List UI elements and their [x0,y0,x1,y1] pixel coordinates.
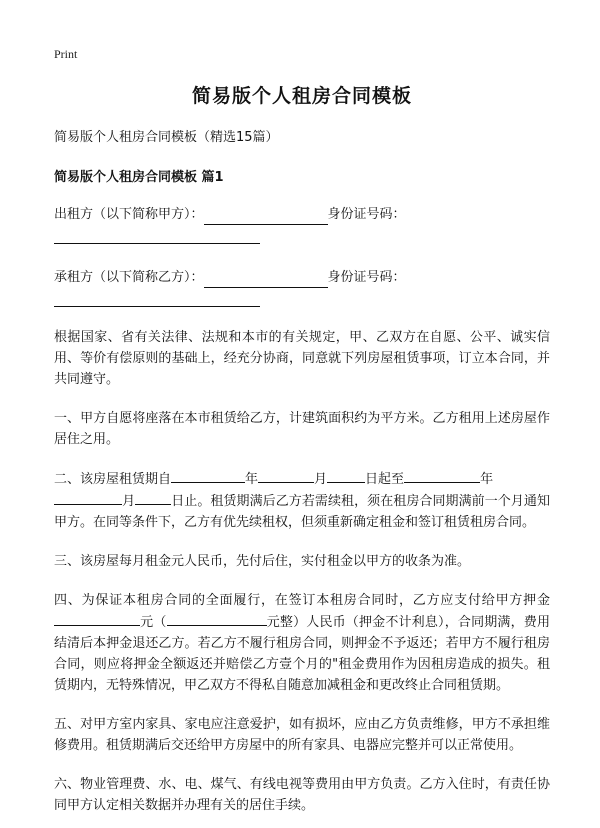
clause-6: 六、物业管理费、水、电、煤气、有线电视等费用由甲方负责。乙方入住时，有责任协同甲方认定相关数据并办理有关的居住手续。 [54,777,550,813]
clause-4-rest: ，费用结清后本押金退还乙方。若乙方不履行租房合同，则押金不予返还；若甲方不履行租房合同，则应将押金全额返还并赔偿乙方壹个月的"租金费用作为因租房造成的损失。租赁期内，无特殊情况，甲乙双方不得私自随意加减租金和更改终止合同租赁期。 [54,615,550,693]
deposit-amount-blank [54,611,140,626]
end-month-label: 月 [122,494,136,509]
lessor-label: 出租方（以下简称甲方）： [54,207,204,222]
clause-4 [54,590,550,696]
clause-2-rest: 日止。租赁期满后乙方若需续租，须在租房合同期满前一个月通知甲方。在同等条件下，乙方有优先续租权，但须重新确定租金和签订租赁租房合同。 [54,494,550,530]
lessee-id-label: 身份证号码： [327,270,406,285]
lessor-id-blank [54,229,260,244]
lessee-label: 承租方（以下简称乙方）： [54,270,204,285]
document-subtitle: 简易版个人租房合同模板（精选15篇） [54,130,279,145]
section-heading: 简易版个人租房合同模板 篇1 [54,170,224,185]
deposit-amount-words-blank [167,611,267,626]
month-label: 月 [314,472,328,487]
lessee-id-blank [54,292,260,307]
print-link[interactable]: Print [54,47,78,61]
start-day-blank [327,468,365,483]
lessee-row [54,268,550,307]
deposit-yuan-full-label: 元整）人民币（押金不计利息），合同期满 [266,615,511,630]
year-label: 年 [245,472,259,487]
clause-4-start: 四、为保证本租房合同的全面履行，在签订本租房合同时，乙方应支付给甲方押金 [54,593,550,608]
clause-2 [54,468,550,533]
lessee-name-blank [204,272,328,288]
end-year-label: 年 [480,472,494,487]
clause-5: 五、对甲方室内家具、家电应注意爱护，如有损坏，应由乙方负责维修，甲方不承担维修费用。租赁期满后交还给甲方房屋中的所有家具、电器应完整并可以正常使用。 [54,717,550,753]
end-day-blank [135,490,171,505]
lessor-id-label: 身份证号码： [327,207,406,222]
clause-1: 一、甲方自愿将座落在本市租赁给乙方，计建筑面积约为平方米。乙方租用上述房屋作居住之用。 [54,411,550,447]
deposit-yuan-label: 元（ [140,615,167,630]
end-year-blank [404,468,480,483]
clause-3: 三、该房屋每月租金元人民币，先付后住，实付租金以甲方的收条为准。 [54,554,471,569]
start-month-blank [258,468,314,483]
lessor-row [54,205,550,244]
intro-paragraph: 根据国家、省有关法律、法规和本市的有关规定，甲、乙双方在自愿、公平、诚实信用、等价有偿原则的基础上，经充分协商，同意就下列房屋租赁事项，订立本合同，并共同遵守。 [54,330,550,387]
clause-2-start: 二、该房屋租赁期自 [54,472,172,487]
document-title: 简易版个人租房合同模板 [191,85,412,107]
end-month-blank [54,490,122,505]
lessor-name-blank [204,209,328,225]
day-label: 日起至 [365,472,405,487]
start-year-blank [171,468,245,483]
